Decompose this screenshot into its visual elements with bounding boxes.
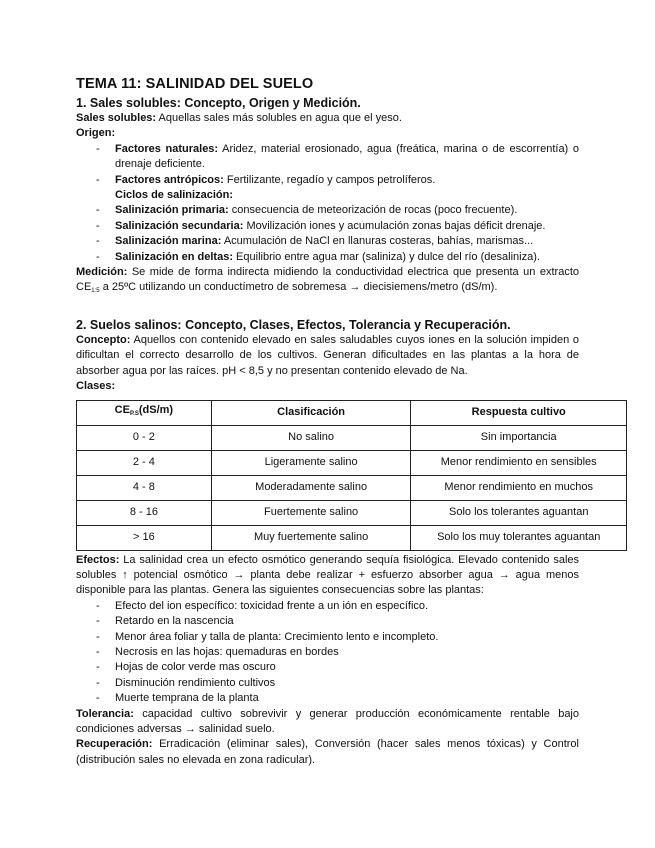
cell-response: Menor rendimiento en muchos bbox=[411, 475, 627, 500]
cell-ce: > 16 bbox=[77, 525, 212, 550]
section-1-heading: 1. Sales solubles: Concepto, Origen y Medición. bbox=[76, 96, 361, 110]
section-gap bbox=[76, 300, 579, 317]
concept-label: Concepto: bbox=[76, 333, 131, 346]
table-row bbox=[77, 500, 627, 525]
cycle-item-text: Equilibrio entre agua mar (saliniza) y dulce del río (desaliniza). bbox=[236, 250, 540, 263]
soluble-salts-definition bbox=[76, 111, 579, 126]
list-item: - Necrosis en las hojas: quemaduras en bordes bbox=[76, 645, 579, 660]
cell-ce: 2 - 4 bbox=[77, 450, 212, 475]
origin-item-text: Aridez, material erosionado, agua (freática, marina o de escorrentía) o drenaje deficiente. bbox=[115, 142, 579, 171]
table-row bbox=[77, 450, 627, 475]
cycle-item-label: Salinización primaria: bbox=[115, 204, 229, 217]
measurement-subscript: 1:5 bbox=[91, 288, 100, 295]
list-item: - Disminución rendimiento cultivos bbox=[76, 676, 579, 691]
salinity-classes-table bbox=[76, 400, 627, 551]
effects-text: La salinidad crea un efecto osmótico generando sequía fisiológica. Elevado contenido sales solubles ↑ potencial osmótico → planta debe realizar + esfuerzo absorber agua → agua menos disponible para las plantas. Genera las siguientes consecuencias sobre las plantas: bbox=[76, 553, 580, 597]
effects-paragraph bbox=[76, 553, 579, 599]
origin-item-label: Factores antrópicos: bbox=[115, 173, 224, 186]
cell-response: Solo los tolerantes aguantan bbox=[411, 500, 627, 525]
effects-label: Efectos: bbox=[76, 553, 120, 566]
measurement-label: Medición: bbox=[76, 266, 128, 279]
cell-ce: 0 - 2 bbox=[77, 425, 212, 450]
cell-response: Menor rendimiento en sensibles bbox=[411, 450, 627, 475]
cell-response: Sin importancia bbox=[411, 425, 627, 450]
table-header-row bbox=[77, 400, 627, 425]
classes-label-line bbox=[76, 379, 579, 394]
list-item bbox=[76, 250, 579, 265]
page-title: TEMA 11: SALINIDAD DEL SUELO bbox=[76, 76, 314, 92]
cell-classification: Fuertemente salino bbox=[211, 500, 411, 525]
list-item bbox=[76, 203, 579, 218]
origin-label: Origen: bbox=[76, 127, 116, 140]
header-ce-subscript: P.S bbox=[129, 410, 139, 417]
list-item bbox=[76, 142, 579, 173]
tolerance-paragraph bbox=[76, 707, 579, 738]
header-ce bbox=[77, 400, 212, 425]
effects-list bbox=[76, 599, 579, 707]
list-item: - Hojas de color verde mas oscuro bbox=[76, 660, 579, 675]
table-row bbox=[77, 425, 627, 450]
list-item: - Efecto del ion específico: toxicidad frente a un ión en específico. bbox=[76, 599, 579, 614]
header-ce-unit: (dS/m) bbox=[138, 403, 174, 416]
recovery-paragraph bbox=[76, 737, 579, 768]
cycle-item-text: Acumulación de NaCl en llanuras costeras, bahías, marismas... bbox=[223, 235, 534, 248]
header-response: Respuesta cultivo bbox=[411, 400, 627, 425]
origin-item-label: Factores naturales: bbox=[115, 142, 219, 155]
list-item bbox=[76, 173, 579, 188]
cell-classification: No salino bbox=[211, 425, 411, 450]
concept-text: Aquellos con contenido elevado en sales saludables cuyos iones en la solución impiden o dificultan el correcto desarrollo de los cultivos. Generan dificultades en las plantas a la hora de absorber agua por las raíces. pH < 8,5 y no presentan contenido elevado de Na. bbox=[76, 333, 580, 377]
cycles-heading bbox=[76, 188, 579, 203]
header-classification: Clasificación bbox=[211, 400, 411, 425]
measurement-text-b: a 25ºC utilizando un conductímetro de sobremesa → diecisiemens/metro (dS/m). bbox=[102, 281, 498, 294]
cell-ce: 8 - 16 bbox=[77, 500, 212, 525]
header-ce-text: CE bbox=[114, 403, 130, 416]
definition-text: Aquellas sales más solubles en agua que el yeso. bbox=[158, 112, 402, 124]
cell-classification: Ligeramente salino bbox=[211, 450, 411, 475]
definition-label: Sales solubles: bbox=[76, 112, 157, 124]
origin-item-text: Fertilizante, regadío y campos petrolíferos. bbox=[226, 173, 436, 186]
cycle-item-text: Movilización iones y acumulación zonas bajas déficit drenaje. bbox=[246, 219, 546, 232]
cycle-item-label: Salinización en deltas: bbox=[115, 250, 233, 263]
tolerance-text: capacidad cultivo sobrevivir y generar producción económicamente rentable bajo condiciones adversas → salinidad suelo. bbox=[76, 707, 579, 735]
cycle-item-label: Salinización marina: bbox=[115, 235, 222, 248]
cell-classification: Muy fuertemente salino bbox=[211, 525, 411, 550]
list-item: - Menor área foliar y talla de planta: Crecimiento lento e incompleto. bbox=[76, 630, 579, 645]
cell-response: Solo los muy tolerantes aguantan bbox=[411, 525, 627, 550]
measurement-paragraph bbox=[76, 265, 579, 300]
concept-paragraph bbox=[76, 333, 579, 379]
list-item: - Retardo en la nascencia bbox=[76, 614, 579, 629]
list-item bbox=[76, 219, 579, 234]
recovery-text: Erradicación (eliminar sales), Conversión (hacer sales menos tóxicas) y Control (distribución sales no elevada en zona radicular). bbox=[76, 738, 579, 766]
cycle-item-label: Salinización secundaria: bbox=[115, 219, 244, 232]
classes-label: Clases: bbox=[76, 380, 116, 393]
list-item bbox=[76, 234, 579, 249]
document-page bbox=[76, 76, 601, 768]
table-row bbox=[77, 475, 627, 500]
table-row bbox=[77, 525, 627, 550]
measurement-text-a: Se mide de forma indirecta midiendo la conductividad electrica que presenta un extracto CE bbox=[76, 266, 579, 294]
cell-ce: 4 - 8 bbox=[77, 475, 212, 500]
tolerance-label: Tolerancia: bbox=[76, 707, 134, 720]
section-2-heading: 2. Suelos salinos: Concepto, Clases, Efectos, Tolerancia y Recuperación. bbox=[76, 317, 511, 332]
cycle-item-text: consecuencia de meteorización de rocas (poco frecuente). bbox=[231, 204, 518, 217]
cycles-label: Ciclos de salinización: bbox=[115, 189, 233, 202]
origin-list bbox=[76, 142, 579, 265]
recovery-label: Recuperación: bbox=[76, 738, 153, 751]
origin-label-line bbox=[76, 126, 579, 141]
cell-classification: Moderadamente salino bbox=[211, 475, 411, 500]
list-item: - Muerte temprana de la planta bbox=[76, 691, 579, 706]
